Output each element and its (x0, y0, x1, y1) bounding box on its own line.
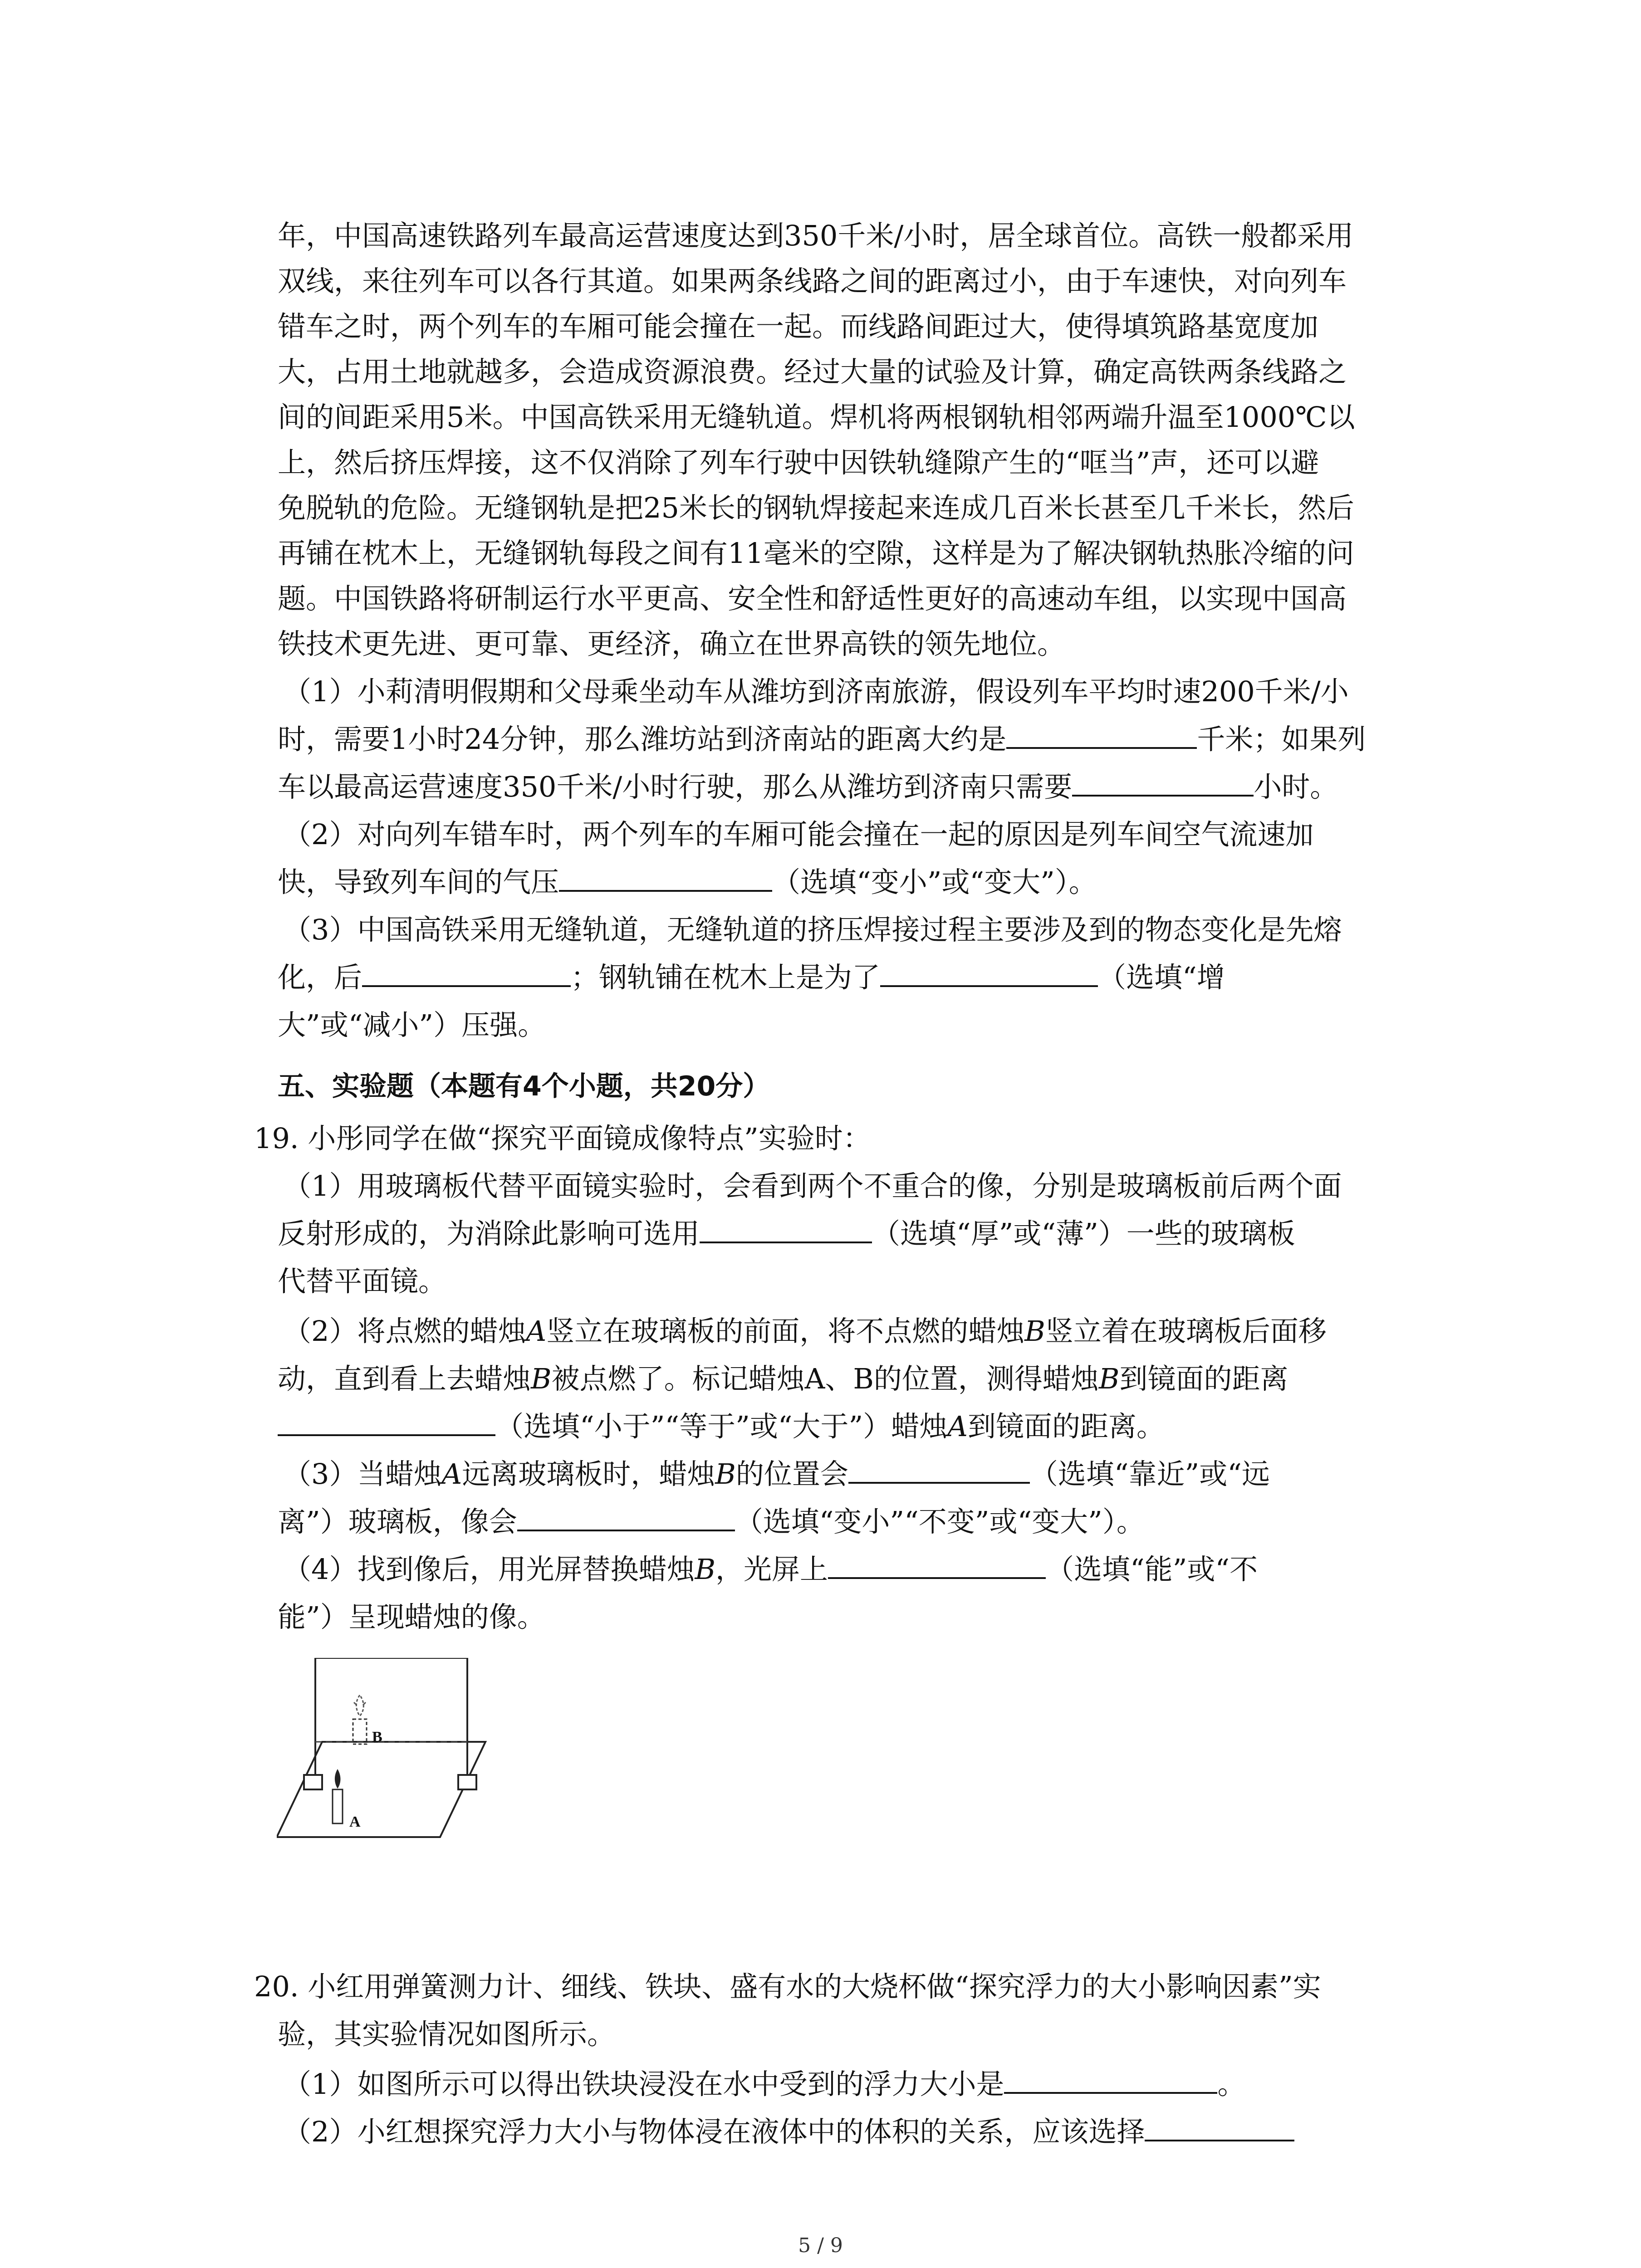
answer-blank[interactable] (880, 959, 1098, 987)
passage-line: 题。中国铁路将研制运行水平更高、安全性和舒适性更好的高速动车组，以实现中国高 (278, 582, 1347, 615)
passage-line: 铁技术更先进、更可靠、更经济，确立在世界高铁的领先地位。 (278, 627, 1066, 660)
passage-line: 年，中国高速铁路列车最高运营速度达到350千米/小时，居全球首位。高铁一般都采用 (278, 219, 1354, 252)
q18-part3-line3: 大”或“减小”）压强。 (278, 1008, 546, 1041)
q18-part1-line3: 车以最高运营速度350千米/小时行驶，那么从潍坊到济南只需要 小时。 (278, 764, 1338, 810)
candle-a (333, 1789, 343, 1823)
glass-plate (315, 1658, 467, 1787)
q18-part2-line1: （2）对向列车错车时，两个列车的车厢可能会撞在一起的原因是列车间空气流速加 (283, 818, 1314, 851)
passage-line: 上，然后挤压焊接，这不仅消除了列车行驶中因铁轨缝隙产生的“哐当”声，还可以避 (278, 446, 1319, 479)
q19-part3-line1: （3）当蜡烛A远离玻璃板时，蜡烛B的位置会 （选填“靠近”或“远 (283, 1452, 1270, 1497)
label-a: A (349, 1813, 361, 1830)
clip-left (304, 1775, 322, 1789)
candle-b-image-flame (356, 1695, 363, 1716)
candle-a-flame (335, 1769, 341, 1789)
answer-blank[interactable] (278, 1408, 495, 1436)
answer-blank[interactable] (1006, 721, 1197, 749)
passage-line: 错车之时，两个列车的车厢可能会撞在一起。而线路间距过大，使得填筑路基宽度加 (278, 310, 1319, 343)
q19-part2-line1: （2）将点燃的蜡烛A竖立在玻璃板的前面，将不点燃的蜡烛B竖立着在玻璃板后面移 (283, 1315, 1327, 1348)
q18-part2-line2: 快，导致列车间的气压 （选填“变小”或“变大”）。 (278, 860, 1097, 905)
passage-line: 间的间距采用5米。中国高铁采用无缝轨道。焊机将两根钢轨相邻两端升温至1000℃以 (278, 401, 1355, 434)
q19-part1-line3: 代替平面镜。 (278, 1265, 447, 1298)
label-b: B (372, 1729, 382, 1745)
q19-part4-line2: 能”）呈现蜡烛的像。 (278, 1600, 545, 1633)
answer-blank[interactable] (828, 1551, 1046, 1579)
clip-right (458, 1775, 476, 1789)
q18-part3-line1: （3）中国高铁采用无缝轨道，无缝轨道的挤压焊接过程主要涉及到的物态变化是先熔 (283, 913, 1342, 946)
answer-blank[interactable] (559, 864, 772, 892)
q20-part2: （2）小红想探究浮力大小与物体浸在液体中的体积的关系，应该选择 (283, 2109, 1294, 2155)
page-number: 5 / 9 (798, 2234, 843, 2257)
answer-blank[interactable] (1145, 2113, 1294, 2141)
q19-stem: 19. 小彤同学在做“探究平面镜成像特点”实验时： (254, 1122, 871, 1155)
q18-part1-line2: 时，需要1小时24分钟，那么潍坊站到济南站的距离大约是 千米；如果列 (278, 717, 1366, 762)
mirror-experiment-figure (277, 1658, 490, 1839)
answer-blank[interactable] (517, 1503, 735, 1531)
passage-line: 免脱轨的危险。无缝钢轨是把25米长的钢轨焊接起来连成几百米长甚至几千米长，然后 (278, 491, 1354, 524)
q20-stem-line2: 验，其实验情况如图所示。 (278, 2018, 616, 2051)
q19-part2-line3: （选填“小于”“等于”或“大于”）蜡烛A到镜面的距离。 (278, 1404, 1165, 1449)
passage-line: 大，占用土地就越多，会造成资源浪费。经过大量的试验及计算，确定高铁两条线路之 (278, 355, 1347, 388)
q19-part1-line2: 反射形成的，为消除此影响可选用 （选填“厚”或“薄”）一些的玻璃板 (278, 1211, 1295, 1256)
answer-blank[interactable] (1004, 2066, 1217, 2094)
q19-part2-line2: 动，直到看上去蜡烛B被点燃了。标记蜡烛A、B的位置，测得蜡烛B到镜面的距离 (278, 1362, 1288, 1395)
q20-part1: （1）如图所示可以得出铁块浸没在水中受到的浮力大小是 。 (283, 2062, 1245, 2107)
answer-blank[interactable] (848, 1456, 1030, 1484)
answer-blank[interactable] (362, 959, 571, 987)
q19-part3-line2: 离”）玻璃板，像会 （选填“变小”“不变”或“变大”）。 (278, 1499, 1145, 1545)
q19-part1-line1: （1）用玻璃板代替平面镜实验时，会看到两个不重合的像，分别是玻璃板前后两个面 (283, 1169, 1342, 1202)
q18-part3-line2: 化，后 ；钢轨铺在枕木上是为了 （选填“增 (278, 955, 1225, 1000)
section-heading: 五、实验题（本题有4个小题，共20分） (278, 1070, 770, 1102)
passage-line: 双线，来往列车可以各行其道。如果两条线路之间的距离过小，由于车速快，对向列车 (278, 264, 1347, 298)
candle-b (353, 1719, 367, 1744)
answer-blank[interactable] (1072, 768, 1254, 797)
answer-blank[interactable] (700, 1215, 872, 1243)
passage-line: 再铺在枕木上，无缝钢轨每段之间有11毫米的空隙，这样是为了解决钢轨热胀冷缩的问 (278, 537, 1354, 570)
q19-part4-line1: （4）找到像后，用光屏替换蜡烛B，光屏上 （选填“能”或“不 (283, 1547, 1258, 1592)
q20-stem-line1: 20. 小红用弹簧测力计、细线、铁块、盛有水的大烧杯做“探究浮力的大小影响因素”实 (254, 1970, 1321, 2003)
q18-part1-line1: （1）小莉清明假期和父母乘坐动车从潍坊到济南旅游，假设列车平均时速200千米/小 (283, 675, 1349, 708)
